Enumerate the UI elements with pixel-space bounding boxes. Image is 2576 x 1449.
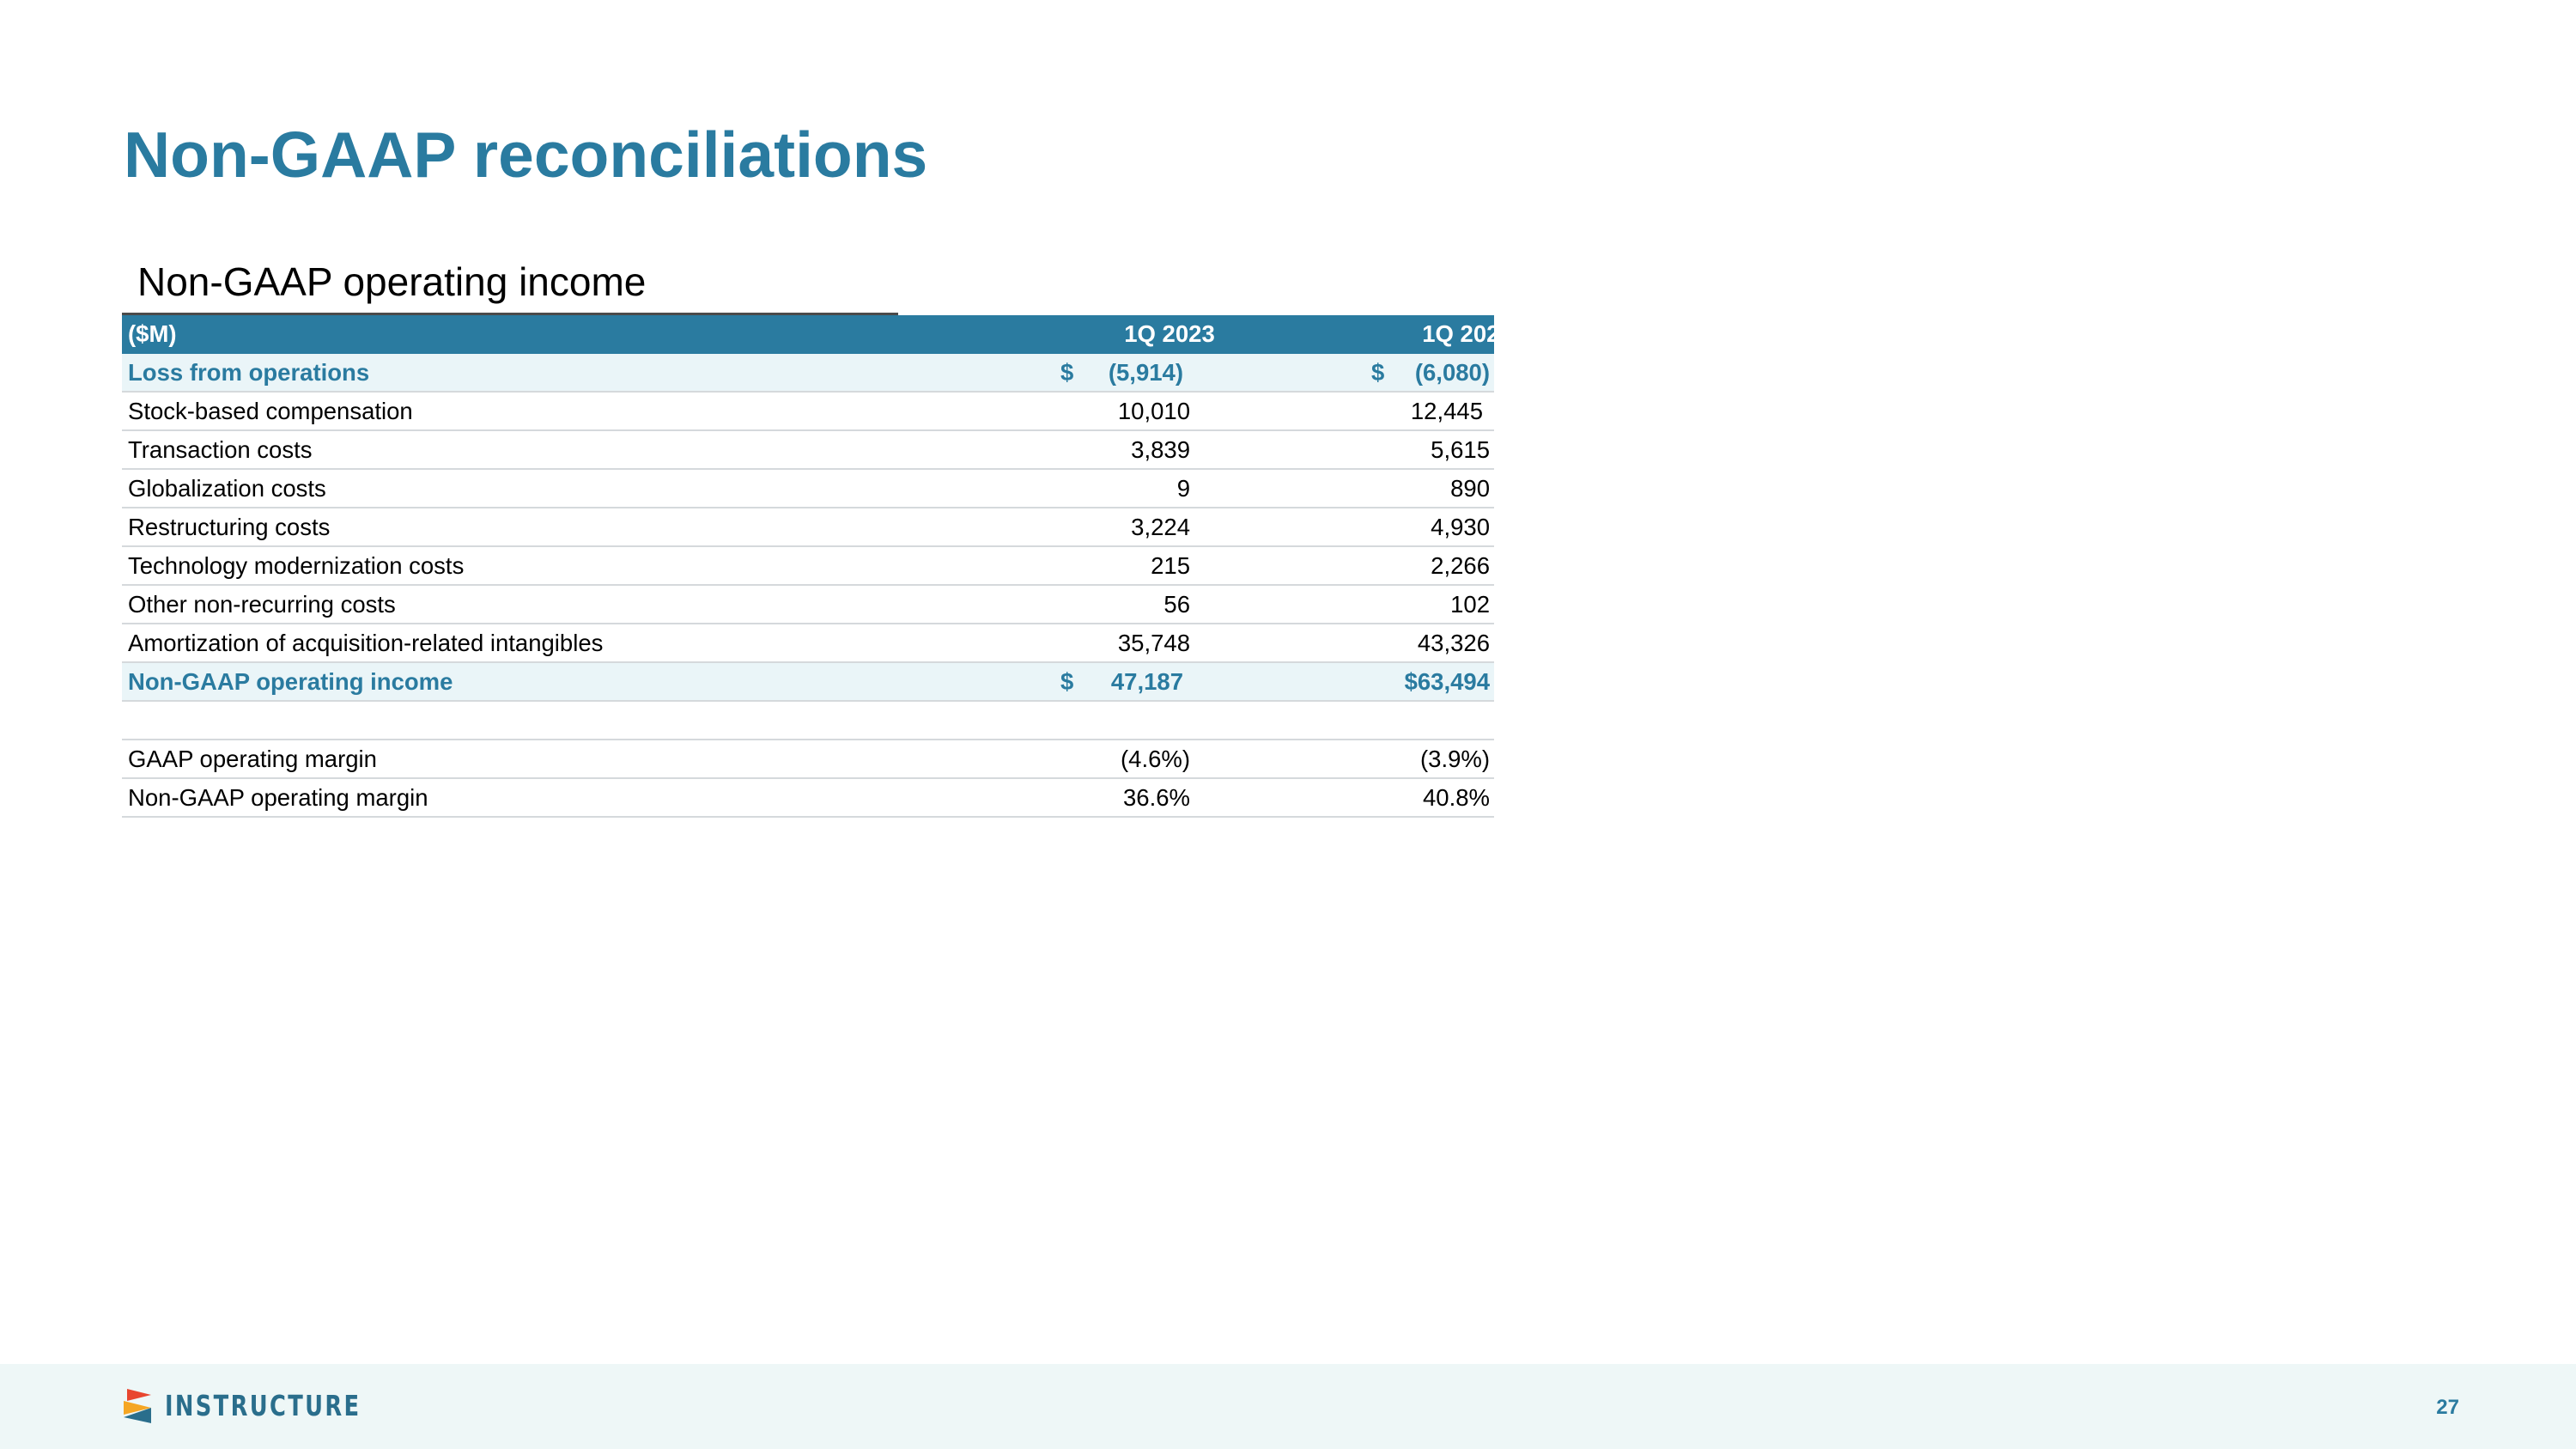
table-row-non-gaap-operating-income <box>122 663 1494 702</box>
header-1q-2023: 1Q 2023 <box>1124 320 1215 347</box>
value-1q-2024: 12,445 <box>1410 398 1483 424</box>
value-1q-2023: 36.6% <box>1123 784 1190 811</box>
page-title: Non-GAAP reconciliations <box>124 119 928 191</box>
row-label: GAAP operating margin <box>128 746 377 772</box>
row-label: Stock-based compensation <box>128 398 413 424</box>
reconciliation-table <box>122 315 1513 818</box>
table-header-row <box>122 315 1513 354</box>
row-label: Non-GAAP operating margin <box>128 784 428 811</box>
table-row <box>122 586 1494 624</box>
currency-symbol: $ <box>1060 359 1074 386</box>
value-1q-2024: 890 <box>1450 475 1490 502</box>
value-1q-2023: (5,914) <box>1108 359 1183 386</box>
table-row <box>122 431 1494 470</box>
row-label: Non-GAAP operating income <box>128 668 453 695</box>
instructure-logo <box>122 1389 416 1423</box>
table-row-loss-from-operations <box>122 354 1494 393</box>
value-1q-2024: 2,266 <box>1431 552 1490 579</box>
table-row <box>122 470 1494 508</box>
value-1q-2024: (3.9%) <box>1420 746 1490 772</box>
value-1q-2024: $63,494 <box>1404 668 1490 695</box>
value-1q-2023: 3,224 <box>1131 514 1190 540</box>
table-title: Non-GAAP operating income <box>137 259 647 304</box>
value-1q-2024: 40.8% <box>1423 784 1490 811</box>
currency-symbol: $ <box>1060 668 1074 695</box>
row-label: Other non-recurring costs <box>128 591 396 618</box>
row-label: Amortization of acquisition-related intangibles <box>128 630 604 656</box>
row-label: Restructuring costs <box>128 514 331 540</box>
value-1q-2024: (6,080) <box>1414 359 1490 386</box>
table-row <box>122 740 1494 779</box>
table-row <box>122 547 1494 586</box>
header-units-label: ($M) <box>128 320 177 347</box>
value-1q-2023: 56 <box>1163 591 1190 618</box>
table-row-spacer <box>122 702 1494 740</box>
instructure-logo-icon <box>122 1389 153 1423</box>
value-1q-2024: 43,326 <box>1417 630 1490 656</box>
table-row <box>122 508 1494 547</box>
table-row <box>122 624 1494 663</box>
value-1q-2024: 102 <box>1450 591 1490 618</box>
page-number: 27 <box>2436 1396 2459 1419</box>
value-1q-2024: 4,930 <box>1431 514 1490 540</box>
value-1q-2023: 3,839 <box>1131 436 1190 463</box>
table-row <box>122 393 1494 431</box>
row-label: Technology modernization costs <box>128 552 465 579</box>
value-1q-2023: 35,748 <box>1117 630 1190 656</box>
row-label: Loss from operations <box>128 359 370 386</box>
value-1q-2023: 215 <box>1151 552 1190 579</box>
value-1q-2023: 47,187 <box>1110 668 1183 695</box>
value-1q-2023: (4.6%) <box>1121 746 1190 772</box>
table-row <box>122 779 1494 818</box>
currency-symbol: $ <box>1371 359 1385 386</box>
row-label: Globalization costs <box>128 475 326 502</box>
value-1q-2023: 10,010 <box>1117 398 1190 424</box>
logo-wordmark: INSTRUCTURE <box>165 1389 361 1422</box>
header-1q-2024: 1Q 2024 <box>1422 320 1513 347</box>
value-1q-2023: 9 <box>1176 475 1190 502</box>
row-label: Transaction costs <box>128 436 313 463</box>
value-1q-2024: 5,615 <box>1431 436 1490 463</box>
